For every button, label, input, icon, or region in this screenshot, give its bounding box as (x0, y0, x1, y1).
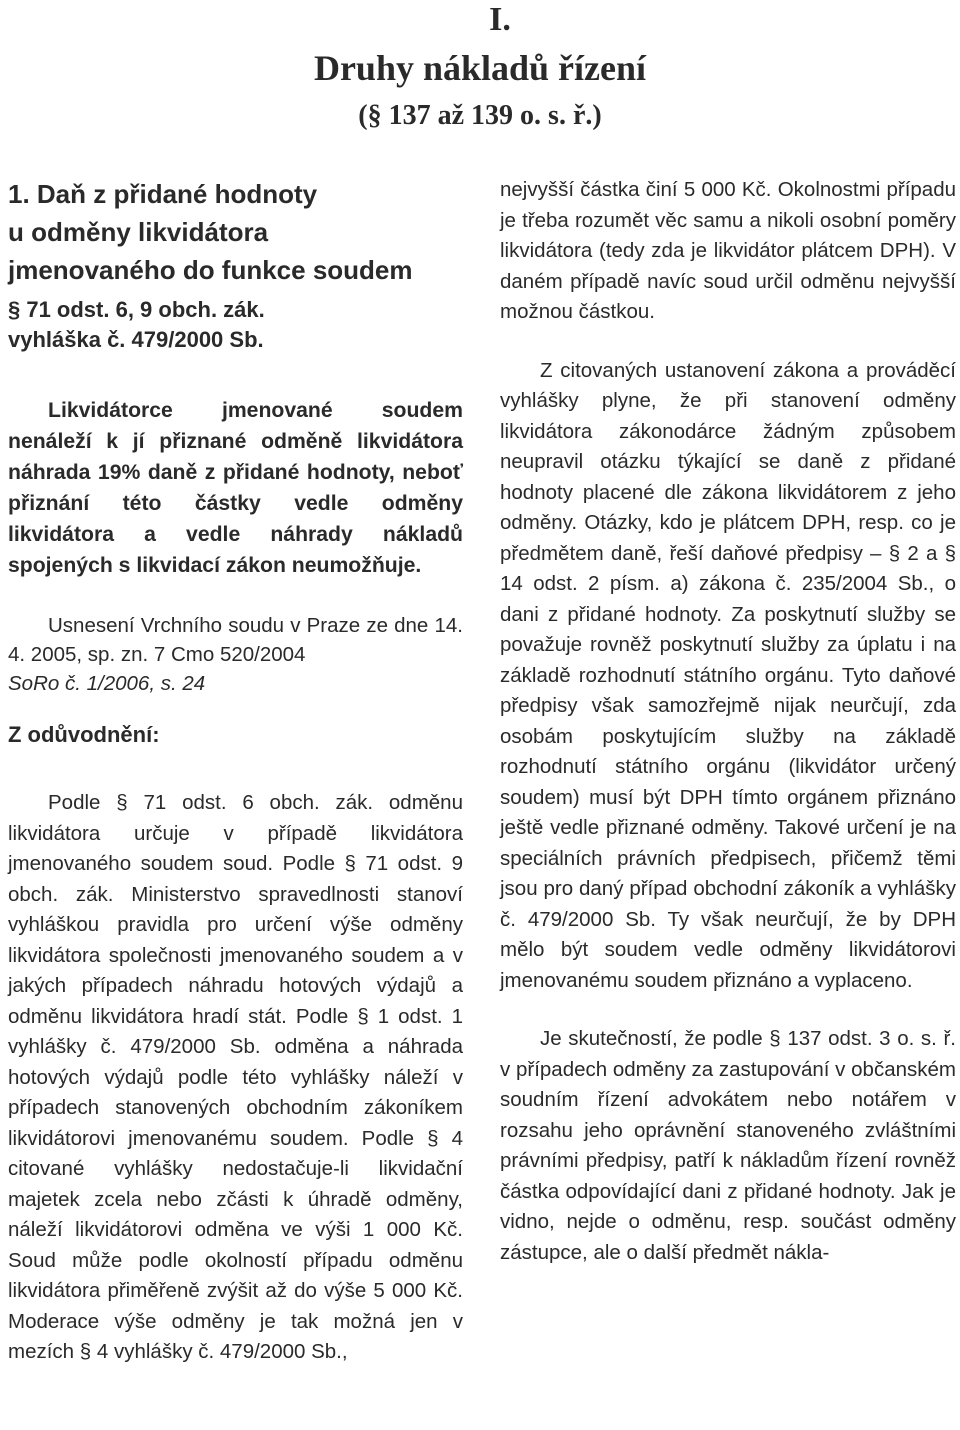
reasoning-paragraph-1: Podle § 71 odst. 6 obch. zák. odměnu likvidátora určuje v případě likvidátora jmenovaného soudem soud. Podle § 71 odst. 9 obch. zák. Ministerstvo spravedlnosti stanoví vyhláškou pravidla pro určení výše odměny likvidátora společnosti jmenovaného soudem a v jakých případech náhradu hotových výdajů a odměnu likvidátora hradí stát. Podle § 1 odst. 1 vyhlášky č. 479/2000 Sb. odměna a náhrada hotových výdajů podle této vyhlášky náleží v případech stanovených obchodním zákoníkem likvidátorovi jmenovanému soudem. Podle § 4 citované vyhlášky nedostačuje-li likvidační majetek zcela nebo zčásti k úhradě odměny, náleží likvidátorovi odměna ve výši 1 000 Kč. Soud může podle okolností případu odměnu likvidátora přiměřeně zvýšit až do výše 5 000 Kč. Moderace výše odměny je tak možná jen v mezích § 4 vyhlášky č. 479/2000 Sb., (8, 791, 463, 1363)
reasoning-paragraph-1-continued: nejvyšší částka činí 5 000 Kč. Okolnostmi případu je třeba rozumět věc samu a nikoli osobní poměry likvidátora (tedy zda je likvidátor plátcem DPH). V daném případě navíc soud určil odměnu nejvyšší možnou částkou. (500, 178, 956, 323)
chapter-number: I. (489, 1, 511, 38)
reasoning-paragraph-2: Z citovaných ustanovení zákona a prováděcí vyhlášky plyne, že při stanovení odměny likvidátora zákonodárce žádným způsobem neupravil otázku týkající se daně z přidané hodnoty placené dle zákona likvidátorem z jeho odměny. Otázky, kdo je plátcem DPH, resp. co je předmětem daně, řeší daňové předpisy – § 2 a § 14 odst. 2 písm. a) zákona č. 235/2004 Sb., o dani z přidané hodnoty. Za poskytnutí služby se považuje rovněž poskytnutí služby za úplatu i na základě rozhodnutí státního orgánu. Tyto daňové předpisy však samozřejmě nijak neurčují, zda osobám poskytujícím služby na základě rozhodnutí státního orgánu (likvidátor určený soudem) musí být DPH tímto orgánem přiznáno ještě vedle přiznané odměny. Takové určení je na speciálních právních předpisech, přičemž těmi jsou pro daný případ obchodní zákoník a vyhlášky č. 479/2000 Sb. Ty však neurčují, že by DPH mělo být soudem vedle odměny likvidátorovi jmenovanému soudem přiznáno a vyplaceno. (500, 358, 956, 992)
reasoning-heading: Z odůvodnění: (8, 722, 160, 747)
chapter-header (0, 0, 960, 134)
reasoning-paragraph-3: Je skutečností, že podle § 137 odst. 3 o. s. ř. v případech odměny za zastupování v občanském soudním řízení advokátem nebo notářem v rozsahu jeho oprávnění stanoveného zvláštními právními předpisy, patří k nákladům řízení rovněž částka odpovídající dani z přidané hodnoty. Jak je vidno, nejde o odměnu, resp. součást odměny zástupce, ale o další předmět nákla- (500, 1027, 956, 1264)
chapter-title: Druhy nákladů řízení (313, 48, 647, 88)
section-title-line-3: jmenovaného do funkce soudem (8, 255, 413, 285)
headnote: Likvidátorce jmenované soudem nenáleží k jí přiznané odměně likvidátora náhrada 19% daně z přidané hodnoty, neboť přiznání této částky vedle odměny likvidátora a vedle náhrady nákladů spojených s likvidací zákon neumožňuje. (8, 399, 463, 577)
right-column (500, 175, 956, 1268)
decision-citation: Usnesení Vrchního soudu v Praze ze dne 14. 4. 2005, sp. zn. 7 Cmo 520/2004 (8, 614, 463, 666)
section-title (8, 175, 463, 289)
legal-basis-line-2: vyhláška č. 479/2000 Sb. (8, 327, 264, 352)
left-column (8, 175, 463, 1368)
citation-source: SoRo č. 1/2006, s. 24 (8, 672, 206, 695)
chapter-section-range: (§ 137 až 139 o. s. ř.) (358, 100, 602, 131)
section-title-line-2: u odměny likvidátora (8, 217, 269, 247)
legal-basis-line-1: § 71 odst. 6, 9 obch. zák. (8, 297, 265, 322)
legal-basis (8, 295, 463, 355)
section-title-line-1: 1. Daň z přidané hodnoty (8, 179, 318, 209)
